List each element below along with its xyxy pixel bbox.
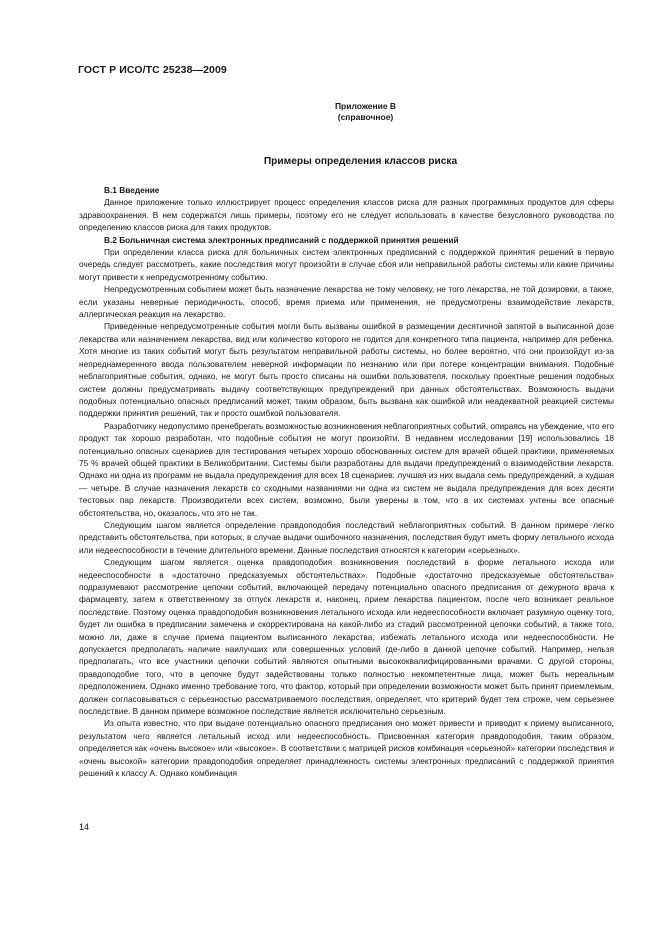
document-header: ГОСТ Р ИСО/ТС 25238—2009 (78, 64, 227, 76)
appendix-type: (справочное) (337, 112, 394, 122)
page-number: 14 (79, 822, 90, 832)
section-heading-b1: В.1 Введение (104, 185, 160, 195)
paragraph: Следующим шагом является определение правдоподобия последствий неблагоприятных событий. В данном примере легко представить обстоятельства, при которых, в случае выдачи ошибочного назначения, последствия будут иметь форму летального исхода или недееспособности в течение длительного времени. Данные последствия относятся к категории «серьезных». (79, 519, 614, 555)
appendix-label: Приложение В (334, 101, 397, 111)
page-title: Примеры определения классов риска (263, 156, 458, 167)
paragraph: Непредусмотренным событием может быть назначение лекарства не тому человеку, не того лекарства, не той дозировки, а также, если указаны неверные периодичность, способ, время приема или применения, не предусмотрены взаимодействие лекарств, аллергическая реакция на лекарство. (79, 284, 614, 320)
paragraph: Данное приложение только иллюстрирует процесс определения классов риска для разных программных продуктов для сферы здравоохранения. В нем содержатся лишь примеры, поэтому его не следует использовать в качестве безусловного руководства по определению классов риска для таких продуктов. (79, 197, 614, 233)
paragraph: Разработчику недопустимо пренебрегать возможностью возникновения неблагоприятных событий, опираясь на убеждение, что его продукт так хорошо разработан, что подобные события не могут произойти. В недавнем исследовании [19] использовались 18 потенциально опасных сценариев для тестирования четырех хорошо обоснованных систем для врачей общей практики, применяемых 75 % врачей общей практики в Великобритании. Системы были разработаны для выдачи предупреждений о взаимодействии лекарств. Однако ни одна из программ не выдала предупреждения для всех 18 сценариев: лучшая из них выдала семь предупреждений, а худшая — четыре. В случае назначения лекарств со сходными названиями ни одна из систем не выдала предупреждения для всех десяти тестовых пар лекарств. Производители всех систем, возможно, были уверены в том, что в их системах учтены все опасные обстоятельства, но, оказалось, что это не так. (79, 420, 615, 518)
paragraph: Приведенные непредусмотренные события могли быть вызваны ошибкой в размещении десятичной запятой в выписанной дозе лекарства или назначением лекарства, вид или количество которого не годится для конкретного типа пациента, например для ребенка. Хотя многие из таких событий могут быть результатом неправильной работы системы, но более вероятно, что они произойдут из-за непреднамеренного ввода пользователем неверной информации по незнанию или при потере концентрации внимания. Подобные неблагоприятные события, однако, не могут быть просто списаны на ошибки пользователя, поскольку проектные решения подобных систем должны предусматривать выдачу соответствующих предупреждений при данных обстоятельствах. Возможность выдачи подобных потенциально опасных предписаний может, таким образом, быть вызвана как ошибкой или неадекватной реакцией системы поддержки принятия решений, так и просто ошибкой пользователя. (79, 321, 614, 419)
paragraph: При определении класса риска для больничных систем электронных предписаний с поддержкой принятия решений в первую очередь следует рассмотреть, какие последствия могут произойти в случае сбоя или неправильной работы системы или какие причины могут привести к непредусмотренному событию. (79, 247, 614, 282)
paragraph: Следующим шагом является оценка правдоподобия возникновения последствий в форме летального исхода или недееспособности в «достаточно предсказуемых обстоятельствах». Подобные «достаточно предсказуемые обстоятельства» подразумевают рассмотрение цепочки событий, включающей передачу потенциально опасного предписания от дежурного врача к фармацевту, затем к ответственному за отпуск лекарств и, наконец, прием лекарства пациентом, после чего возникает реальное последствие. Поэтому оценка правдоподобия возникновения летального исхода или недееспособности включает разумную оценку того, будет ли ошибка в предписании замечена и скорректирована на какой-либо из стадий рассмотренной цепочки событий, а также того, можно ли, даже в случае приема пациентом выписанного лекарства, избежать летального исхода или недееспособности. Не допускается предполагать наличие наилучших или совершенных условий где-либо в данной цепочке событий. Например, нельзя предполагать, что все участники цепочки событий являются опытными высококвалифицированными врачами. С другой стороны, правдоподобие того, что в цепочке будут задействованы только полностью некомпетентные лица, может быть нереальным предположением. Однако именно требование того, что фактор, который при определении возможности может быть принят приемлемым, должен согласовываться с серьезностью рассматриваемого последствия, определяет, что критерий будет тем строже, чем серьезнее последствие. В данном примере возможное последствие является исключительно серьезным. (79, 557, 614, 717)
section-heading-b2: В.2 Больничная система электронных предписаний с поддержкой принятия решений (104, 234, 459, 245)
paragraph: Из опыта известно, что при выдаче потенциально опасного предписания оно может привести и приводит к приему выписанного, результатом чего является летальный исход или недееспособность. Присвоенная категория правдоподобия, таким образом, определяется как «очень высокое» или «высокое». В соответствии с матрицей рисков комбинация «серьезной» категории последствия и «очень высокой» категории правдоподобия определяет принадлежность системы электронных предписаний с поддержкой принятия решений к классу А. Однако комбинация (79, 718, 614, 779)
document-body (79, 184, 614, 780)
